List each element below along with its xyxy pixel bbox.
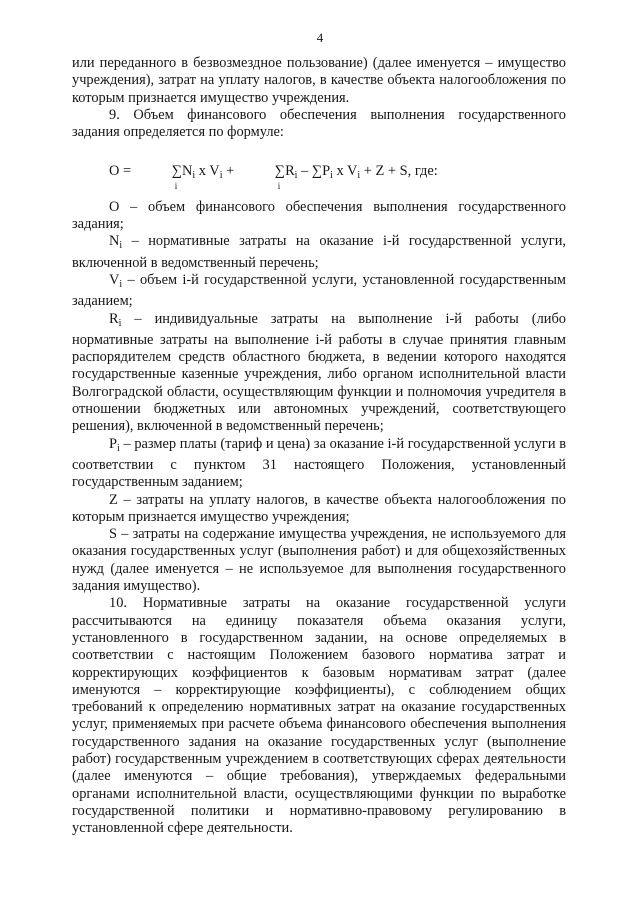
definition-r: $R_i$ – индивидуальные затраты на выполнение i-й работы (либо нормативные затраты на выполнение i-й работы в случае принятия главным распорядителем средств областного бюджета, в ведении которого находятся государственные казенные учреждения, либо органом исполнительной власти Волгоградской области, осуществляющим функции и полномочия учредителя в отношении бюджетных или автономных учреждений, соответствующего решения), включенной в ведомственный перечень;	[72, 310, 566, 435]
definition-v: $V_i$ – объем i-й государственной услуги, установленной государственным заданием;	[72, 271, 566, 310]
formula-tail: + Z + S, где:	[360, 163, 438, 180]
definition-o: O – объем финансового обеспечения выполнения государственного задания;	[72, 198, 566, 233]
paragraph-10: 10. Нормативные затраты на оказание государственной услуги рассчитываются на единицу показателя объема оказания услуги, установленного в государственном задании, на основе определяемых в соответствии с настоящим Положением базового норматива затрат и корректирующих коэффициентов к базовым нормативам затрат (далее именуются – корректирующие коэффициенты), с соблюдением общих требований к определению нормативных затрат на оказание государственных услуг, применяемых при расчете объема финансового обеспечения выполнения государственного задания на оказание государственных услуг (выполнение работ) государственным учреждением в соответствующих сферах деятельности (далее именуются – общие требования), утверждаемых федеральными органами исполнительной власти, осуществляющими функции по выработке государственной политики и нормативно-правовому регулированию в установленной сфере деятельности.	[72, 595, 566, 837]
intro-paragraph: или переданного в безвозмездное пользование) (далее именуется – имущество учреждения), затрат на уплату налогов, в качестве объекта налогообложения по которым признается имущество учреждения.	[72, 55, 566, 106]
definition-p: $P_i$ – размер платы (тариф и цена) за оказание i-й государственной услуги в соответствии с пунктом 31 настоящего Положения, установленный государственным заданием;	[72, 435, 566, 491]
sum-symbol: ∑ i	[171, 163, 182, 192]
document-body	[72, 55, 566, 837]
formula-xv: x V	[195, 163, 220, 180]
definition-s: S – затраты на содержание имущества учреждения, не используемого для оказания государственных услуг (выполнения работ) и для общехозяйственных нужд (далее именуется – не используемое для выполнения государственного задания имущество).	[72, 526, 566, 595]
formula-p: – ∑P	[297, 163, 331, 180]
definition-n: $N_i$ – нормативные затраты на оказание i-й государственной услуги, включенной в ведомственный перечень;	[72, 233, 566, 271]
formula-n: N	[181, 163, 193, 180]
formula: O = ∑ i $N_i$ x $V_i$ + ∑ i $R_i - \sum P_i$ x $V_i + Z + S$, где:	[109, 163, 438, 192]
formula-r: R	[285, 163, 295, 180]
page-number: 4	[316, 30, 324, 45]
paragraph-9: 9. Объем финансового обеспечения выполнения государственного задания определяется по формуле:	[72, 106, 566, 141]
formula-lhs: O =	[109, 163, 135, 180]
sum-symbol: ∑ i	[274, 163, 286, 192]
definition-z: Z – затраты на уплату налогов, в качестве объекта налогообложения по которым признается имущество учреждения;	[72, 491, 566, 525]
